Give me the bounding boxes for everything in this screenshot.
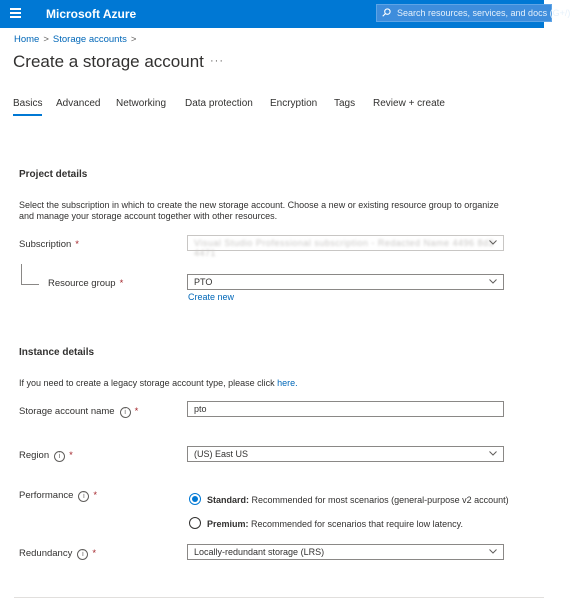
region-dropdown[interactable] xyxy=(187,446,504,462)
breadcrumb-storage-accounts[interactable]: Storage accounts xyxy=(52,34,127,45)
search-icon xyxy=(382,8,391,17)
subscription-label: Subscription * xyxy=(19,239,79,250)
tab-networking[interactable]: Networking xyxy=(116,98,167,109)
standard-radio[interactable] xyxy=(189,493,201,505)
tab-advanced[interactable]: Advanced xyxy=(56,98,101,109)
breadcrumb-separator: > xyxy=(130,34,137,45)
chevron-down-icon xyxy=(489,279,497,284)
storage-account-name-input[interactable] xyxy=(187,401,504,417)
brand-name[interactable]: Microsoft Azure xyxy=(46,7,137,21)
tab-basics[interactable]: Basics xyxy=(13,98,43,109)
subscription-value: Visual Studio Professional subscription - Redacted Name 4496 8d3 4471 xyxy=(194,238,494,258)
info-icon[interactable]: i xyxy=(120,407,131,418)
region-label: Region i * xyxy=(19,450,73,461)
tab-review-create[interactable]: Review + create xyxy=(373,98,445,109)
tree-connector xyxy=(21,264,22,284)
tree-connector xyxy=(21,284,39,285)
search-input[interactable] xyxy=(376,4,570,22)
breadcrumb xyxy=(14,34,140,45)
page-title: Create a storage account xyxy=(13,52,204,71)
storage-account-name-label: Storage account name i * xyxy=(19,406,139,417)
redundancy-label: Redundancy i * xyxy=(19,548,97,559)
info-icon[interactable]: i xyxy=(54,451,65,462)
resource-group-dropdown[interactable] xyxy=(187,274,504,290)
create-new-resource-group-link[interactable]: Create new xyxy=(188,292,235,302)
tab-data-protection[interactable]: Data protection xyxy=(185,98,253,109)
legacy-account-link[interactable]: here. xyxy=(277,378,298,388)
info-icon[interactable]: i xyxy=(77,549,88,560)
tab-tags[interactable]: Tags xyxy=(334,98,356,109)
chevron-down-icon xyxy=(489,240,497,245)
breadcrumb-home[interactable]: Home xyxy=(14,34,40,45)
premium-radio[interactable] xyxy=(189,517,201,529)
footer-divider xyxy=(14,597,544,598)
subscription-dropdown[interactable] xyxy=(187,235,504,258)
search-placeholder: Search resources, services, and docs (G+/) xyxy=(397,8,570,18)
storage-account-name-value: pto xyxy=(194,404,207,414)
chevron-down-icon xyxy=(489,451,497,456)
breadcrumb-separator: > xyxy=(43,34,49,45)
redundancy-value: Locally-redundant storage (LRS) xyxy=(194,547,325,557)
more-options-button[interactable]: ··· xyxy=(210,55,224,67)
performance-label: Performance i * xyxy=(19,490,98,501)
project-details-description: Select the subscription in which to create the new storage account. Choose a new or existing resource group to organize and manage your storage account together with other resources. xyxy=(19,200,499,221)
premium-radio-label: Premium: Recommended for scenarios that require low latency. xyxy=(207,519,463,529)
standard-radio-label: Standard: Recommended for most scenarios (general-purpose v2 account) xyxy=(207,495,509,505)
legacy-account-text: If you need to create a legacy storage account type, please click here. xyxy=(19,378,298,388)
redundancy-dropdown[interactable] xyxy=(187,544,504,560)
top-bar xyxy=(0,0,570,28)
region-value: (US) East US xyxy=(194,449,249,459)
info-icon[interactable]: i xyxy=(78,491,89,502)
project-details-heading: Project details xyxy=(19,169,88,180)
resource-group-label: Resource group * xyxy=(48,278,124,289)
resource-group-value: PTO xyxy=(194,277,213,287)
tab-encryption[interactable]: Encryption xyxy=(270,98,318,109)
instance-details-heading: Instance details xyxy=(19,347,95,358)
hamburger-menu-icon[interactable] xyxy=(10,8,21,20)
chevron-down-icon xyxy=(489,549,497,554)
